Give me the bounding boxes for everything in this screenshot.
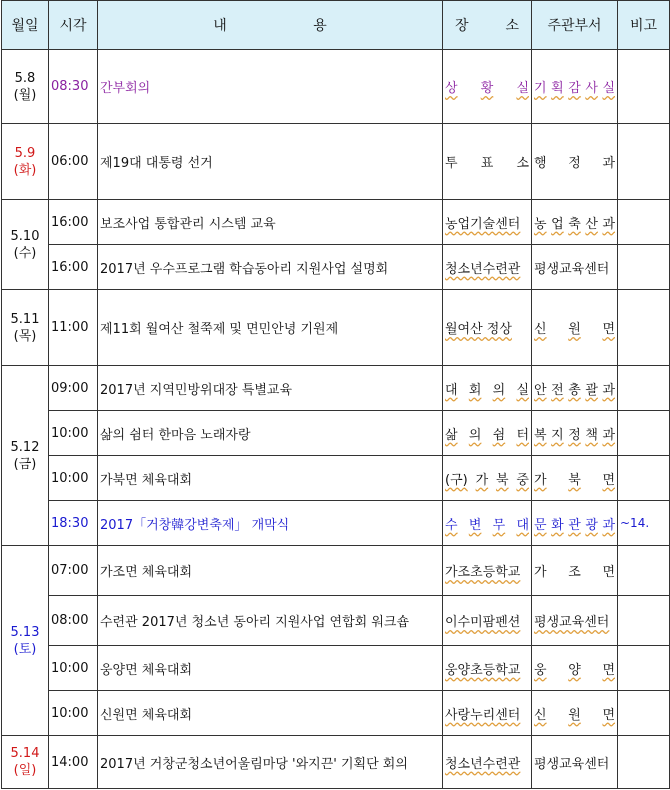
place-cell-text: 표 [480, 156, 494, 171]
place-cell [443, 200, 532, 245]
place-cell [443, 245, 532, 290]
schedule-row [2, 50, 670, 124]
time-cell: 11:00 [49, 290, 98, 366]
place-cell-text: 실 [516, 382, 529, 398]
place-cell-text: 북 [495, 472, 509, 488]
note-cell [618, 411, 670, 456]
dept-cell-text: 행 [534, 156, 547, 171]
place-cell [443, 736, 532, 789]
time-cell: 09:00 [49, 366, 98, 411]
header-place-char: 장 [455, 18, 469, 34]
dept-cell-text: 신 [534, 322, 547, 337]
place-cell [443, 691, 532, 736]
schedule-row [2, 124, 670, 200]
place-cell-text: 청소년수련관 [445, 261, 521, 277]
place-cell-text: 월여산 정상 [445, 322, 512, 337]
content-cell: 삶의 쉼터 한마음 노래자랑 [98, 411, 443, 456]
date-text: 5.11 [10, 311, 40, 327]
date-text: 5.12 [10, 439, 40, 455]
place-cell-text: 황 [480, 81, 494, 96]
place-cell-text: 수 [445, 517, 458, 533]
dept-cell-text: 조 [568, 565, 581, 580]
note-cell [618, 50, 670, 124]
time-cell: 18:30 [49, 501, 98, 546]
dept-cell-text: 산 [585, 216, 598, 232]
place-cell [443, 456, 532, 501]
place-cell-text: 농업기술센터 [445, 216, 521, 232]
time-cell: 10:00 [49, 411, 98, 456]
note-cell [618, 245, 670, 290]
content-cell: 간부회의 [98, 50, 443, 124]
content-cell: 가북면 체육대회 [98, 456, 443, 501]
note-cell [618, 596, 670, 646]
dept-cell-text: 평생교육센터 [534, 756, 610, 772]
place-cell-text: (구) [445, 472, 468, 488]
dept-cell [532, 546, 618, 596]
header-note: 비고 [618, 1, 670, 50]
time-cell: 10:00 [49, 456, 98, 501]
dept-cell [532, 50, 618, 124]
time-cell: 07:00 [49, 546, 98, 596]
schedule-row [2, 290, 670, 366]
place-cell-text: 대 [516, 517, 529, 533]
place-cell-text: 웅양초등학교 [445, 662, 521, 678]
place-cell-text: 가 [475, 472, 489, 488]
place-cell-text: 터 [516, 427, 529, 443]
schedule-row [2, 596, 670, 646]
place-cell [443, 546, 532, 596]
dept-cell-text: 화 [551, 517, 564, 533]
schedule-row [2, 546, 670, 596]
dept-cell-text: 획 [551, 81, 564, 96]
dept-cell-text: 안 [534, 382, 547, 398]
dept-cell-text: 과 [602, 216, 615, 232]
place-cell-text: 상 [445, 81, 458, 96]
date-cell [2, 366, 49, 546]
dept-cell [532, 200, 618, 245]
date-text: 5.10 [10, 228, 40, 244]
dept-cell-text: 문 [534, 517, 547, 533]
schedule-row [2, 366, 670, 411]
date-text: 5.8 [14, 70, 36, 86]
dept-cell [532, 501, 618, 546]
dept-cell-text: 가 [534, 472, 547, 488]
place-cell [443, 366, 532, 411]
time-cell: 06:00 [49, 124, 98, 200]
date-cell [2, 124, 49, 200]
content-cell: 2017「거창韓강변축제」 개막식 [98, 501, 443, 546]
dept-cell-text: 과 [602, 427, 615, 443]
dept-cell-text: 면 [602, 707, 615, 723]
weekday-text: (일) [13, 763, 37, 778]
place-cell [443, 646, 532, 691]
content-cell: 신원면 체육대회 [98, 691, 443, 736]
weekday-text: (목) [13, 328, 37, 344]
dept-cell-text: 웅 [534, 662, 547, 678]
date-cell [2, 50, 49, 124]
dept-cell-text: 복 [534, 427, 547, 443]
weekday-text: (금) [13, 456, 37, 472]
dept-cell-text: 과 [602, 156, 615, 171]
dept-cell [532, 736, 618, 789]
note-cell [618, 691, 670, 736]
dept-cell-text: 사 [585, 81, 598, 96]
weekday-text: (토) [13, 641, 37, 657]
dept-cell-text: 과 [602, 517, 615, 533]
schedule-row [2, 501, 670, 546]
place-cell-text: 대 [445, 382, 458, 398]
place-cell-text: 중 [516, 472, 529, 488]
place-cell [443, 596, 532, 646]
note-cell [618, 124, 670, 200]
weekday-text: (월) [13, 87, 37, 103]
place-cell [443, 501, 532, 546]
schedule-row [2, 646, 670, 691]
dept-cell-text: 면 [602, 472, 615, 488]
weekday-text: (화) [13, 162, 37, 178]
dept-cell-text: 책 [585, 427, 598, 443]
place-cell-text: 무 [492, 517, 506, 533]
dept-cell-text: 관 [568, 517, 581, 533]
date-text: 5.14 [10, 746, 40, 761]
dept-cell [532, 411, 618, 456]
place-cell-text: 청소년수련관 [445, 756, 521, 772]
dept-cell-text: 기 [534, 81, 547, 96]
schedule-row [2, 411, 670, 456]
dept-cell-text: 원 [568, 707, 581, 723]
dept-cell [532, 245, 618, 290]
content-cell: 제19대 대통령 선거 [98, 124, 443, 200]
note-cell [618, 456, 670, 501]
content-cell: 2017년 지역민방위대장 특별교육 [98, 366, 443, 411]
dept-cell-text: 면 [602, 322, 615, 337]
time-cell: 10:00 [49, 691, 98, 736]
dept-cell-text: 정 [568, 156, 581, 171]
place-cell [443, 411, 532, 456]
note-cell [618, 200, 670, 245]
content-cell: 가조면 체육대회 [98, 546, 443, 596]
dept-cell-text: 양 [568, 662, 581, 678]
note-cell [618, 290, 670, 366]
dept-cell [532, 646, 618, 691]
place-cell [443, 124, 532, 200]
schedule-row [2, 456, 670, 501]
place-cell-text: 가조초등학교 [445, 565, 521, 580]
dept-cell-text: 북 [568, 472, 581, 488]
time-cell: 16:00 [49, 200, 98, 245]
dept-cell [532, 596, 618, 646]
dept-cell-text: 면 [602, 565, 615, 580]
content-cell: 제11회 월여산 철쭉제 및 면민안녕 기원제 [98, 290, 443, 366]
note-cell [618, 366, 670, 411]
dept-cell-text: 정 [568, 427, 581, 443]
date-text: 5.9 [14, 145, 36, 161]
schedule-row [2, 245, 670, 290]
dept-cell-text: 실 [602, 81, 615, 96]
dept-cell-text: 지 [551, 427, 564, 443]
schedule-row [2, 200, 670, 245]
dept-cell-text: 가 [534, 565, 547, 580]
note-cell [618, 736, 670, 789]
place-cell [443, 50, 532, 124]
schedule-row [2, 691, 670, 736]
place-cell-text: 회 [468, 382, 482, 398]
note-cell: ~14. [618, 501, 670, 546]
header-content-char: 내 [213, 18, 227, 34]
dept-cell-text: 농 [534, 216, 547, 232]
dept-cell-text: 광 [585, 517, 598, 533]
dept-cell-text: 전 [551, 382, 564, 398]
place-cell-text: 의 [468, 427, 482, 443]
content-cell: 2017년 거창군청소년어울림마당 '와지끈' 기획단 회의 [98, 736, 443, 789]
dept-cell [532, 366, 618, 411]
content-cell: 2017년 우수프로그램 학습동아리 지원사업 설명회 [98, 245, 443, 290]
header-content-char: 용 [313, 18, 327, 34]
place-cell-text: 삶 [445, 427, 458, 443]
date-cell [2, 200, 49, 290]
dept-cell-text: 신 [534, 707, 547, 723]
date-cell [2, 546, 49, 736]
header-time: 시각 [49, 1, 98, 50]
place-cell-text: 이수미팜펜션 [445, 615, 521, 630]
time-cell: 08:00 [49, 596, 98, 646]
place-cell-text: 소 [516, 156, 529, 171]
schedule-row [2, 736, 670, 789]
header-row [2, 1, 670, 50]
dept-cell-text: 업 [551, 216, 564, 232]
dept-cell-text: 면 [602, 662, 615, 678]
dept-cell-text: 총 [568, 382, 581, 398]
header-date: 월일 [2, 1, 49, 50]
content-cell: 수련관 2017년 청소년 동아리 지원사업 연합회 워크숍 [98, 596, 443, 646]
dept-cell [532, 290, 618, 366]
date-cell [2, 736, 49, 789]
time-cell: 10:00 [49, 646, 98, 691]
dept-cell-text: 평생교육센터 [534, 615, 610, 630]
date-text: 5.13 [10, 624, 40, 640]
place-cell-text: 변 [468, 517, 482, 533]
place-cell-text: 투 [445, 156, 458, 171]
dept-cell-text: 축 [568, 216, 581, 232]
time-cell: 08:30 [49, 50, 98, 124]
schedule-table [1, 0, 670, 789]
place-cell-text: 쉼 [492, 427, 506, 443]
time-cell: 14:00 [49, 736, 98, 789]
place-cell-text: 실 [516, 81, 529, 96]
content-cell: 웅양면 체육대회 [98, 646, 443, 691]
dept-cell-text: 괄 [585, 382, 598, 398]
place-cell-text: 의 [492, 382, 506, 398]
weekday-text: (수) [13, 245, 37, 261]
header-dept: 주관부서 [532, 1, 618, 50]
dept-cell-text: 감 [568, 81, 581, 96]
dept-cell [532, 124, 618, 200]
content-cell: 보조사업 통합관리 시스템 교육 [98, 200, 443, 245]
dept-cell [532, 691, 618, 736]
header-place-char: 소 [505, 18, 519, 34]
time-cell: 16:00 [49, 245, 98, 290]
dept-cell-text: 과 [602, 382, 615, 398]
dept-cell [532, 456, 618, 501]
header-content [98, 1, 443, 50]
date-cell [2, 290, 49, 366]
place-cell-text: 사랑누리센터 [445, 707, 521, 723]
dept-cell-text: 원 [568, 322, 581, 337]
dept-cell-text: 평생교육센터 [534, 261, 610, 277]
place-cell [443, 290, 532, 366]
header-place [443, 1, 532, 50]
note-cell [618, 546, 670, 596]
note-cell [618, 646, 670, 691]
